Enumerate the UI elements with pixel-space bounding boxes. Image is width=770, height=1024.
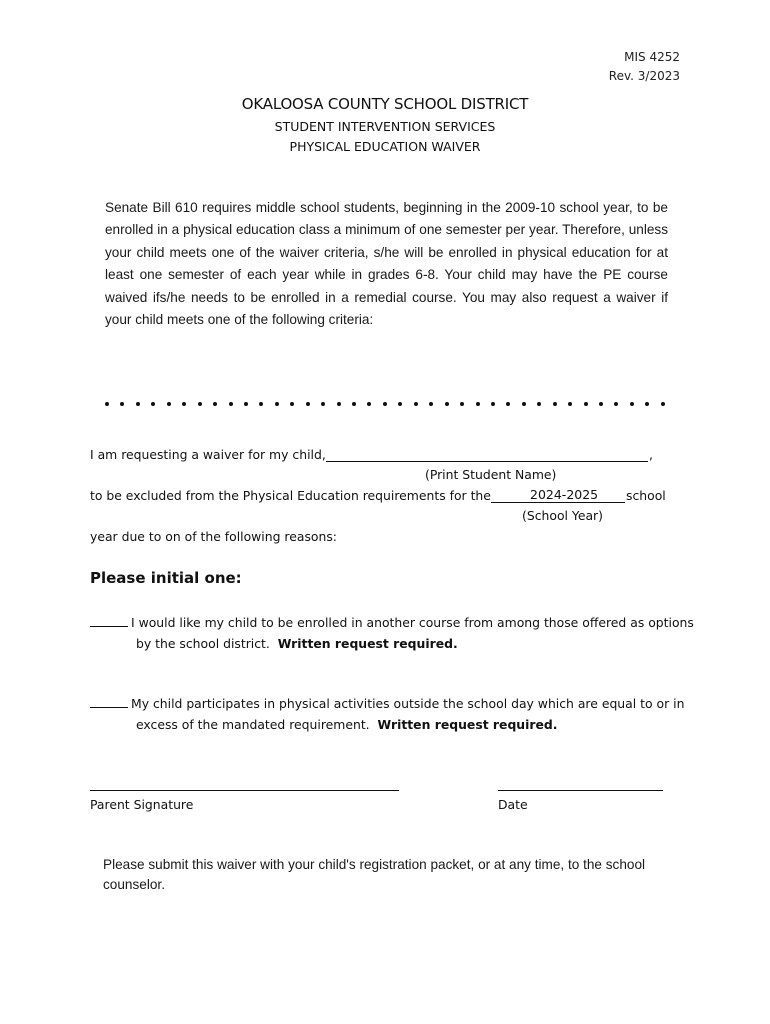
separator-dot xyxy=(136,402,140,406)
separator-dot xyxy=(445,402,449,406)
option-2-line2: excess of the mandated requirement. xyxy=(136,717,370,732)
separator-dot xyxy=(491,402,495,406)
separator-dot xyxy=(275,402,279,406)
separator-dot xyxy=(306,402,310,406)
separator-dot xyxy=(630,402,634,406)
option-1-line2: by the school district. xyxy=(136,636,270,651)
separator-dot xyxy=(182,402,186,406)
separator-dot xyxy=(383,402,387,406)
option-item-2 xyxy=(90,693,684,735)
separator-dot xyxy=(645,402,649,406)
submission-note: Please submit this waiver with your child's registration packet, or at any time, to the school counselor. xyxy=(103,857,646,892)
separator-dot xyxy=(614,402,618,406)
intro-paragraph: Senate Bill 610 requires middle school students, beginning in the 2009-10 school year, to be enrolled in a physical education class a minimum of one semester per year. Therefore, unless your child meets one of the waiver criteria, s/he will be enrolled in physical education for at least one semester of each year while in grades 6-8. Your child may have the PE course waived ifs/he needs to be enrolled in a remedial course. You may also request a waiver if your child meets one of the following criteria: xyxy=(105,200,668,328)
separator-dot xyxy=(568,402,572,406)
reasons-intro: year due to on of the following reasons: xyxy=(90,529,337,544)
separator-dot xyxy=(229,402,233,406)
department-name: STUDENT INTERVENTION SERVICES xyxy=(274,119,496,134)
separator-dot xyxy=(522,402,526,406)
student-name-field[interactable] xyxy=(326,446,648,462)
separator-dot xyxy=(460,402,464,406)
separator-dot xyxy=(321,402,325,406)
option-1-line1: I would like my child to be enrolled in another course from among those offered as options xyxy=(131,615,694,630)
student-name-label: (Print Student Name) xyxy=(425,467,557,482)
separator-dot xyxy=(367,402,371,406)
date-label: Date xyxy=(498,797,528,812)
separator-dot xyxy=(290,402,294,406)
separator-dot xyxy=(120,402,124,406)
option-1-emphasis: Written request required. xyxy=(277,636,458,651)
dotted-separator xyxy=(105,392,665,414)
school-year-value: 2024-2025 xyxy=(530,487,599,502)
separator-dot xyxy=(476,402,480,406)
date-field[interactable] xyxy=(498,790,663,791)
separator-dot xyxy=(167,402,171,406)
exclusion-line-suffix: school xyxy=(626,488,666,503)
separator-dot xyxy=(429,402,433,406)
form-revision: Rev. 3/2023 xyxy=(608,69,680,83)
request-line-suffix: , xyxy=(649,447,653,462)
separator-dot xyxy=(198,402,202,406)
separator-dot xyxy=(244,402,248,406)
separator-dot xyxy=(151,402,155,406)
separator-dot xyxy=(105,402,109,406)
separator-dot xyxy=(398,402,402,406)
separator-dot xyxy=(537,402,541,406)
request-line-prefix: I am requesting a waiver for my child, xyxy=(90,447,326,462)
separator-dot xyxy=(599,402,603,406)
parent-signature-label: Parent Signature xyxy=(90,797,194,812)
separator-dot xyxy=(352,402,356,406)
separator-dot xyxy=(661,402,665,406)
separator-dot xyxy=(414,402,418,406)
parent-signature-field[interactable] xyxy=(90,790,399,791)
separator-dot xyxy=(213,402,217,406)
separator-dot xyxy=(337,402,341,406)
separator-dot xyxy=(584,402,588,406)
exclusion-line-prefix: to be excluded from the Physical Education requirements for the xyxy=(90,488,491,503)
option-2-emphasis: Written request required. xyxy=(377,717,558,732)
option-item-1 xyxy=(90,612,694,654)
form-title: PHYSICAL EDUCATION WAIVER xyxy=(289,139,481,154)
district-name: OKALOOSA COUNTY SCHOOL DISTRICT xyxy=(241,95,529,113)
separator-dot xyxy=(259,402,263,406)
separator-dot xyxy=(506,402,510,406)
school-year-label: (School Year) xyxy=(522,508,603,523)
initial-heading: Please initial one: xyxy=(90,569,242,587)
initial-blank-1[interactable] xyxy=(90,615,128,627)
initial-blank-2[interactable] xyxy=(90,696,128,708)
option-2-line1: My child participates in physical activities outside the school day which are equal to or in xyxy=(131,696,685,711)
form-identifier xyxy=(609,48,680,86)
separator-dot xyxy=(553,402,557,406)
form-code: MIS 4252 xyxy=(624,50,680,64)
